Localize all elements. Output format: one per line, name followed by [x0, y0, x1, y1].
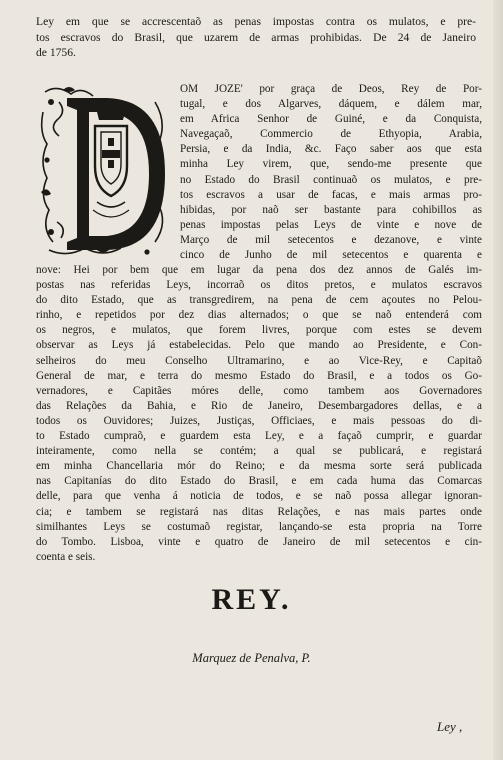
- text-line: os negros, e mulatos, que forem livres, porque com estes se devem: [36, 324, 482, 337]
- countersignature: Marquez de Penalva, P.: [192, 651, 311, 665]
- heading-line: Ley em que se accrescentaõ as penas impostas contra os mulatos, e pre-: [36, 15, 476, 28]
- text-line: minha Ley virem, que, sendo-me presente que: [180, 158, 482, 171]
- text-line: todos os Ouvidores; Juizes, Justiças, Officiaes, e mais pessoas do di-: [36, 414, 482, 427]
- text-line: no Estado do Brasil continuaõ os mulatos, e pre-: [180, 173, 482, 186]
- law-text-beside-drop-cap: [180, 82, 482, 263]
- text-line: penas impostas pelas Leys de vinte e nove de: [180, 218, 482, 231]
- text-line: cia; e tambem se registará nas ditas Relações, e nas mais partes onde: [36, 505, 482, 518]
- text-line: nas Capitanías do dito Estado do Brasil, e em cada huma das Comarcas: [36, 475, 482, 488]
- ornamental-drop-cap: [37, 82, 171, 260]
- heading-line: tos escravos do Brasil, que uzarem de armas prohibidas. De 24 de Janeiro: [36, 30, 476, 44]
- text-line: do Tombo. Lisboa, vinte e quatro de Janeiro de mil setecentos e cin-: [36, 535, 482, 548]
- text-line: das Relações da Bahia, e Rio de Janeiro, Desembargadores dellas, e a: [36, 399, 482, 412]
- text-line: to Estado cumpraõ, e guardem esta Ley, e a façaõ cumprir, e guardar: [36, 430, 482, 443]
- page-edge-shadow: [493, 0, 503, 760]
- text-line: General de mar, e terra do mesmo Estado do Brasil, e a todos os Go-: [36, 369, 482, 382]
- text-line: cinco de Junho de mil setecentos e quarenta e: [180, 249, 482, 262]
- text-line: em Africa Senhor de Guiné, e da Conquista,: [180, 113, 482, 126]
- heading-line: de 1756.: [36, 46, 76, 59]
- catchword: Ley ,: [437, 719, 463, 734]
- text-line: similhantes Leys se costumaõ registar, lançando-se esta propria na Torre: [36, 520, 482, 533]
- text-line: Março de mil setecentos e dezanove, e vinte: [180, 233, 482, 246]
- law-heading: [36, 14, 476, 61]
- text-line: inteiramente, como nella se contém; a qual se publicará, e registará: [36, 445, 482, 458]
- text-line: do dito Estado, que as transgredirem, na pena de cem açoutes no Pelou-: [36, 294, 482, 307]
- text-line: OM JOZE' por graça de Deos, Rey de Por-: [180, 83, 482, 95]
- text-line: Persia, e da India, &c. Faço saber aos que esta: [180, 143, 482, 156]
- text-line: Navegaçaõ, Commercio de Ethyopia, Arabia,: [180, 128, 482, 141]
- text-line: delle, para que venha á noticia de todos, e se naõ possa allegar ignoran-: [36, 490, 482, 503]
- text-line: tos escravos a usar de facas, e mais armas pro-: [180, 188, 482, 201]
- text-line: vernadores, e Capitães móres delle, como tambem aos Governadores: [36, 384, 482, 397]
- text-line: em minha Chancellaria mór do Reino; e da mesma sorte será publicada: [36, 460, 482, 473]
- text-line: rinho, e repetidos por dez dias alternados; o que se naõ entenderá com: [36, 309, 482, 322]
- text-line: selheiros do meu Conselho Ultramarino, e ao Vice-Rey, e Capitaõ: [36, 354, 482, 367]
- text-line: coenta e seis.: [36, 550, 96, 563]
- law-text-full-width: [36, 263, 482, 565]
- text-line: hibidas, por naõ ser bastante para cohibillos as: [180, 203, 482, 216]
- text-line: tugal, e dos Algarves, dáquem, e dálem mar,: [180, 98, 482, 111]
- royal-signature: REY.: [211, 583, 292, 616]
- drop-cap-ornament: [37, 82, 171, 260]
- text-line: observar as Leys já estabelecidas. Pelo que mando ao Presidente, e Con-: [36, 339, 482, 352]
- text-line: postas nas referidas Leys, incorraõ os ditos pretos, e mulatos escravos: [36, 279, 482, 292]
- text-line: nove: Hei por bem que em lugar da pena dos dez annos de Galés im-: [36, 264, 482, 276]
